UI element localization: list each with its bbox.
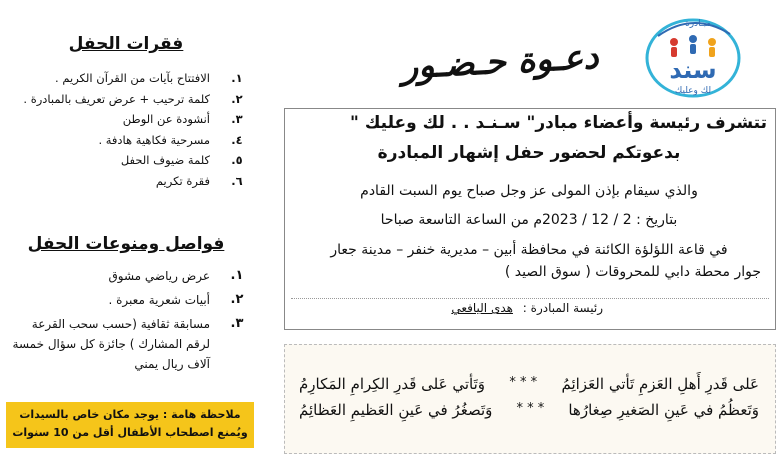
signature [451, 301, 603, 315]
invitation-date: بتاريخ : 2 / 12 / 2023م من الساعة التاسعة صباحا [380, 212, 678, 228]
invitation-line: بدعوتكم لحضور حفل إشهار المبادرة [377, 143, 681, 163]
poem-verse [299, 375, 759, 393]
person-icon [689, 35, 697, 43]
verse-separator: * * * [516, 401, 545, 416]
program-title: فقرات الحفل [68, 34, 184, 54]
item-number: ٢. [231, 91, 243, 106]
item-number: ٦. [231, 173, 243, 188]
list-item [6, 150, 250, 171]
breaks-title: فواصل ومنوعات الحفل [27, 234, 225, 254]
item-number: ٥. [231, 153, 243, 167]
item-number: ١. [230, 268, 244, 283]
invitation-venue-detail: جوار محطة دابي للمحروقات ( سوق الصيد ) [504, 264, 761, 280]
list-item [6, 314, 250, 374]
item-number: ٢. [230, 292, 244, 307]
poem-verse [299, 401, 759, 419]
invitation-line: تتشرف رئيسة وأعضاء مبادر" سـنـد . . لك وعليك " [350, 113, 767, 133]
item-text: أبيات شعرية معبرة . [108, 293, 210, 307]
item-number: ٤. [231, 132, 243, 147]
logo-top-word: مبـادرة [685, 19, 711, 29]
note-line: ملاحظة هامة : يوجد مكان خاص بالسيدات [19, 408, 241, 421]
item-text: كلمة ضيوف الحفل [120, 153, 210, 167]
note-line: ويُمنع اصطحاب الأطفال أقل من 10 سنوات [12, 426, 248, 439]
signature-name: هدى اليافعي [451, 301, 513, 315]
logo-slogan: لك وعليك [674, 86, 712, 96]
list-item [6, 290, 250, 310]
verse-first-half: وَتَعظُمُ في عَينِ الصَغيرِ صِغارُها [568, 401, 759, 419]
item-number: ١. [231, 71, 243, 85]
logo [638, 6, 748, 102]
invitation-heading: دعـوة حـضـور [400, 36, 600, 88]
list-item [6, 130, 250, 151]
verse-first-half: عَلى قَدرِ أَهلِ العَزمِ تَأتي العَزائِمُ [561, 375, 759, 393]
list-item [6, 68, 250, 89]
verse-second-half: وَتَأتي عَلى قَدرِ الكِرامِ المَكارِمُ [299, 375, 486, 393]
logo-main-word: سند [669, 56, 717, 84]
item-text: الافتتاح بآيات من القرآن الكريم . [55, 71, 210, 85]
item-text: مسابقة ثقافية (حسب سحب القرعة لرقم المشارك ) جائزة كل سؤال خمسة آلاف ريال يمني [12, 317, 210, 371]
item-text: عرض رياضي مشوق [108, 269, 210, 283]
item-number: ٣. [230, 316, 244, 331]
item-number: ٣. [231, 112, 243, 126]
divider [291, 298, 769, 299]
item-text: أنشودة عن الوطن [122, 112, 210, 126]
person-icon [690, 44, 696, 54]
signature-label: رئيسة المبادرة : [522, 301, 603, 315]
list-item [6, 89, 250, 110]
list-item [6, 109, 250, 130]
verse-separator: * * * [509, 375, 538, 390]
list-item [6, 266, 250, 286]
person-icon [670, 38, 678, 46]
note-box [6, 402, 254, 448]
logo-graphic [638, 6, 748, 102]
breaks-list [6, 266, 250, 378]
invitation-venue: في قاعة اللؤلؤة الكائنة في محافظة أبين – مديرية خنفر – مدينة جعار [330, 242, 728, 258]
item-text: مسرحية فكاهية هادفة . [98, 132, 210, 147]
poem-box [284, 344, 776, 454]
list-item [6, 171, 250, 192]
person-icon [708, 38, 716, 46]
verse-second-half: وَتَصغُرُ في عَينِ العَظيمِ العَظائِمُ [299, 401, 493, 419]
program-list [6, 68, 250, 191]
program-column [6, 28, 254, 468]
item-text: فقرة تكريم [155, 173, 210, 188]
invitation-box [284, 108, 776, 330]
item-text: كلمة ترحيب + عرض تعريف بالمبادرة . [23, 91, 210, 106]
invitation-line: والذي سيقام بإذن المولى عز وجل صباح يوم السبت القادم [360, 183, 698, 199]
